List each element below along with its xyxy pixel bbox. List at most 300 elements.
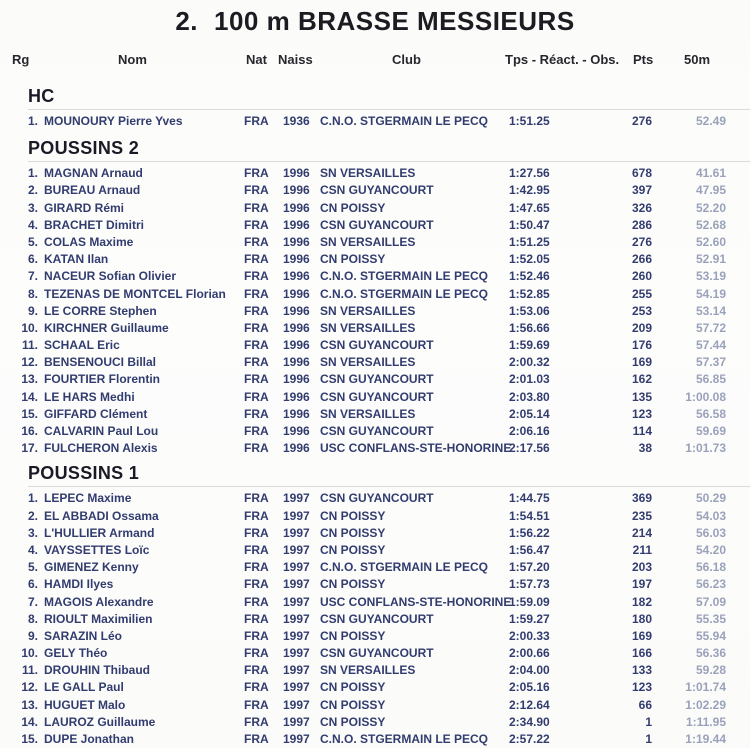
name-cell: LE CORRE Stephen <box>44 303 157 318</box>
rank-cell: 11. <box>21 663 38 678</box>
club-cell: CN POISSY <box>320 714 386 729</box>
nat-cell: FRA <box>244 525 269 540</box>
split-cell: 1:19.44 <box>685 732 726 746</box>
rank-cell: 4. <box>27 217 38 232</box>
birth-cell: 1996 <box>283 372 310 387</box>
birth-cell: 1996 <box>283 252 310 267</box>
split-cell: 53.19 <box>695 269 726 284</box>
club-cell: CN POISSY <box>320 697 386 712</box>
result-row <box>0 559 750 576</box>
name-cell: DUPE Jonathan <box>44 732 135 746</box>
page-title <box>0 6 750 37</box>
birth-cell: 1997 <box>283 646 310 661</box>
split-cell: 52.91 <box>695 252 726 267</box>
time-cell: 2:00.32 <box>509 355 550 370</box>
split-cell: 52.60 <box>695 234 726 249</box>
pts-cell: 180 <box>631 611 652 626</box>
nat-cell: FRA <box>244 508 269 523</box>
time-cell: 2:00.66 <box>509 646 550 661</box>
column-header-row <box>0 52 750 70</box>
rank-cell: 7. <box>27 269 38 284</box>
name-cell: BENSENOUCI Billal <box>44 355 157 370</box>
section-heading: POUSSINS 1 <box>28 463 750 487</box>
split-cell: 47.95 <box>695 183 726 198</box>
pts-cell: 169 <box>631 628 652 643</box>
rank-cell: 3. <box>27 200 38 215</box>
rank-cell: 10. <box>21 646 38 661</box>
pts-cell: 209 <box>631 320 652 335</box>
rank-cell: 10. <box>21 320 38 335</box>
name-cell: GIFFARD Clément <box>44 406 148 421</box>
rank-cell: 2. <box>27 508 38 523</box>
age-group-section <box>0 86 750 130</box>
name-cell: L'HULLIER Armand <box>44 525 155 540</box>
time-cell: 2:06.16 <box>509 424 550 438</box>
pts-cell: 162 <box>631 372 652 387</box>
club-cell: CN POISSY <box>320 542 386 557</box>
birth-cell: 1936 <box>283 114 310 128</box>
event-name: 100 m BRASSE MESSIEURS <box>214 6 575 36</box>
rank-cell: 15. <box>21 732 38 746</box>
pts-cell: 135 <box>631 389 652 404</box>
time-cell: 1:59.09 <box>509 594 550 609</box>
column-header-name: Nom <box>118 52 147 67</box>
time-cell: 2:05.16 <box>509 680 550 695</box>
club-cell: CSN GUYANCOURT <box>320 217 434 232</box>
pts-cell: 266 <box>631 252 652 267</box>
time-cell: 2:04.00 <box>509 663 550 678</box>
time-cell: 2:57.22 <box>509 732 550 746</box>
split-cell: 1:02.29 <box>685 697 726 712</box>
club-cell: SN VERSAILLES <box>320 166 416 181</box>
column-header-time: Tps - Réact. - Obs. <box>505 52 620 67</box>
pts-cell: 397 <box>631 183 652 198</box>
split-cell: 56.23 <box>695 577 726 592</box>
nat-cell: FRA <box>244 646 269 661</box>
results-body <box>0 84 750 748</box>
birth-cell: 1997 <box>283 628 310 643</box>
birth-cell: 1996 <box>283 200 310 215</box>
rank-cell: 3. <box>27 525 38 540</box>
nat-cell: FRA <box>244 183 269 198</box>
split-cell: 54.03 <box>695 508 726 523</box>
split-cell: 1:01.73 <box>685 441 726 456</box>
column-header-pts: Pts <box>633 52 654 67</box>
nat-cell: FRA <box>244 577 269 592</box>
birth-cell: 1997 <box>283 611 310 626</box>
name-cell: MAGOIS Alexandre <box>44 594 154 609</box>
time-cell: 1:27.56 <box>509 166 550 181</box>
time-cell: 1:56.47 <box>509 542 550 557</box>
pts-cell: 123 <box>631 406 652 421</box>
rank-cell: 9. <box>27 628 38 643</box>
name-cell: RIOULT Maximilien <box>44 611 153 626</box>
time-cell: 2:12.64 <box>509 697 550 712</box>
birth-cell: 1997 <box>283 525 310 540</box>
nat-cell: FRA <box>244 697 269 712</box>
rank-cell: 15. <box>21 406 38 421</box>
pts-cell: 369 <box>631 491 652 506</box>
result-row <box>0 268 750 285</box>
split-cell: 56.03 <box>695 525 726 540</box>
split-cell: 56.18 <box>695 560 726 575</box>
club-cell: CN POISSY <box>320 680 386 695</box>
nat-cell: FRA <box>244 732 269 746</box>
rank-cell: 13. <box>21 697 38 712</box>
result-row <box>0 542 750 559</box>
nat-cell: FRA <box>244 406 269 421</box>
split-cell: 55.94 <box>695 628 726 643</box>
birth-cell: 1996 <box>283 234 310 249</box>
rank-cell: 2. <box>27 183 38 198</box>
birth-cell: 1997 <box>283 697 310 712</box>
result-row <box>0 576 750 593</box>
name-cell: MOUNOURY Pierre Yves <box>44 114 183 128</box>
rank-cell: 4. <box>27 542 38 557</box>
birth-cell: 1997 <box>283 714 310 729</box>
age-group-section <box>0 138 750 457</box>
rank-cell: 7. <box>27 594 38 609</box>
section-heading: HC <box>28 86 750 110</box>
result-row <box>0 406 750 423</box>
result-row <box>0 679 750 696</box>
birth-cell: 1996 <box>283 303 310 318</box>
nat-cell: FRA <box>244 560 269 575</box>
pts-cell: 169 <box>631 355 652 370</box>
rank-cell: 11. <box>21 338 38 353</box>
rank-cell: 6. <box>27 252 38 267</box>
time-cell: 1:57.73 <box>509 577 550 592</box>
split-cell: 1:01.74 <box>685 680 726 695</box>
column-header-club: Club <box>392 52 421 67</box>
nat-cell: FRA <box>244 355 269 370</box>
split-cell: 57.37 <box>695 355 726 370</box>
club-cell: USC CONFLANS-STE-HONORINE <box>320 441 512 456</box>
club-cell: C.N.O. STGERMAIN LE PECQ <box>320 286 489 301</box>
pts-cell: 114 <box>632 424 652 438</box>
name-cell: EL ABBADI Ossama <box>44 508 159 523</box>
pts-cell: 182 <box>631 594 652 609</box>
birth-cell: 1996 <box>283 441 310 456</box>
pts-cell: 1 <box>645 714 652 729</box>
nat-cell: FRA <box>244 491 269 506</box>
rank-cell: 8. <box>27 611 38 626</box>
pts-cell: 1 <box>645 732 652 746</box>
rank-cell: 16. <box>21 424 38 438</box>
section-rows <box>0 490 750 748</box>
result-row <box>0 525 750 542</box>
split-cell: 57.09 <box>695 594 726 609</box>
birth-cell: 1996 <box>283 269 310 284</box>
age-group-section <box>0 463 750 748</box>
event-number: 2. <box>175 6 198 36</box>
pts-cell: 133 <box>631 663 652 678</box>
name-cell: KATAN Ilan <box>44 252 109 267</box>
time-cell: 1:52.46 <box>509 269 550 284</box>
time-cell: 2:00.33 <box>509 628 550 643</box>
nat-cell: FRA <box>244 372 269 387</box>
birth-cell: 1996 <box>283 389 310 404</box>
nat-cell: FRA <box>244 234 269 249</box>
nat-cell: FRA <box>244 594 269 609</box>
name-cell: HAMDI Ilyes <box>44 577 114 592</box>
split-cell: 56.85 <box>695 372 726 387</box>
split-cell: 52.68 <box>695 217 726 232</box>
result-row <box>0 234 750 251</box>
pts-cell: 38 <box>638 441 652 456</box>
result-row <box>0 251 750 268</box>
club-cell: CN POISSY <box>320 525 386 540</box>
club-cell: CN POISSY <box>320 200 386 215</box>
name-cell: BUREAU Arnaud <box>44 183 141 198</box>
result-row <box>0 303 750 320</box>
name-cell: SCHAAL Eric <box>44 338 120 353</box>
birth-cell: 1997 <box>283 577 310 592</box>
name-cell: VAYSSETTES Loïc <box>44 542 150 557</box>
split-cell: 54.20 <box>695 542 726 557</box>
result-row <box>0 490 750 507</box>
result-row <box>0 611 750 628</box>
result-row <box>0 423 750 440</box>
rank-cell: 9. <box>27 303 38 318</box>
nat-cell: FRA <box>244 542 269 557</box>
rank-cell: 5. <box>27 234 38 249</box>
time-cell: 1:52.05 <box>509 252 550 267</box>
time-cell: 1:50.47 <box>509 217 550 232</box>
split-cell: 41.61 <box>695 166 726 181</box>
result-row <box>0 697 750 714</box>
birth-cell: 1996 <box>283 406 310 421</box>
split-cell: 53.14 <box>695 303 726 318</box>
club-cell: USC CONFLANS-STE-HONORINE <box>320 594 512 609</box>
club-cell: CN POISSY <box>320 577 386 592</box>
time-cell: 2:34.90 <box>509 714 550 729</box>
pts-cell: 276 <box>631 114 652 128</box>
name-cell: LEPEC Maxime <box>44 491 132 506</box>
pts-cell: 66 <box>638 697 652 712</box>
split-cell: 54.19 <box>695 286 726 301</box>
club-cell: CSN GUYANCOURT <box>320 646 434 661</box>
birth-cell: 1997 <box>283 663 310 678</box>
nat-cell: FRA <box>244 166 269 181</box>
nat-cell: FRA <box>244 320 269 335</box>
birth-cell: 1997 <box>283 508 310 523</box>
split-cell: 1:00.08 <box>685 389 726 404</box>
name-cell: LE HARS Medhi <box>44 389 135 404</box>
birth-cell: 1997 <box>283 594 310 609</box>
name-cell: SARAZIN Léo <box>44 628 122 643</box>
result-row <box>0 508 750 525</box>
pts-cell: 678 <box>631 166 652 181</box>
pts-cell: 260 <box>631 269 652 284</box>
club-cell: CSN GUYANCOURT <box>320 611 434 626</box>
split-cell: 59.69 <box>695 424 726 438</box>
nat-cell: FRA <box>244 252 269 267</box>
name-cell: LE GALL Paul <box>44 680 124 695</box>
name-cell: BRACHET Dimitri <box>44 217 145 232</box>
result-row <box>0 594 750 611</box>
pts-cell: 326 <box>631 200 652 215</box>
result-row <box>0 389 750 406</box>
result-row <box>0 217 750 234</box>
birth-cell: 1997 <box>283 680 310 695</box>
club-cell: CN POISSY <box>320 508 386 523</box>
nat-cell: FRA <box>244 114 269 128</box>
time-cell: 1:52.85 <box>509 286 550 301</box>
time-cell: 1:51.25 <box>509 234 550 249</box>
column-header-nat: Nat <box>246 52 267 67</box>
result-row <box>0 645 750 662</box>
club-cell: CSN GUYANCOURT <box>320 491 434 506</box>
name-cell: NACEUR Sofian Olivier <box>44 269 177 284</box>
name-cell: LAUROZ Guillaume <box>44 714 156 729</box>
nat-cell: FRA <box>244 217 269 232</box>
club-cell: CSN GUYANCOURT <box>320 424 434 438</box>
club-cell: SN VERSAILLES <box>320 320 416 335</box>
birth-cell: 1997 <box>283 732 310 746</box>
split-cell: 52.49 <box>695 114 726 128</box>
name-cell: DROUHIN Thibaud <box>44 663 150 678</box>
time-cell: 1:54.51 <box>509 508 550 523</box>
section-rows <box>0 165 750 457</box>
pts-cell: 235 <box>631 508 652 523</box>
club-cell: SN VERSAILLES <box>320 234 416 249</box>
rank-cell: 14. <box>21 714 38 729</box>
time-cell: 1:59.27 <box>509 611 550 626</box>
club-cell: SN VERSAILLES <box>320 406 416 421</box>
pts-cell: 255 <box>631 286 652 301</box>
column-header-rank: Rg <box>12 52 30 67</box>
birth-cell: 1996 <box>283 424 310 438</box>
pts-cell: 276 <box>631 234 652 249</box>
pts-cell: 286 <box>631 217 652 232</box>
pts-cell: 123 <box>631 680 652 695</box>
pts-cell: 176 <box>631 338 652 353</box>
rank-cell: 1. <box>27 114 38 128</box>
birth-cell: 1996 <box>283 183 310 198</box>
time-cell: 1:42.95 <box>509 183 550 198</box>
time-cell: 1:56.22 <box>509 525 550 540</box>
result-row <box>0 714 750 731</box>
club-cell: SN VERSAILLES <box>320 303 416 318</box>
nat-cell: FRA <box>244 303 269 318</box>
result-row <box>0 113 750 130</box>
time-cell: 1:57.20 <box>509 560 550 575</box>
pts-cell: 203 <box>631 560 652 575</box>
rank-cell: 6. <box>27 577 38 592</box>
birth-cell: 1996 <box>283 355 310 370</box>
time-cell: 1:56.66 <box>509 320 550 335</box>
nat-cell: FRA <box>244 200 269 215</box>
birth-cell: 1996 <box>283 286 310 301</box>
club-cell: CSN GUYANCOURT <box>320 338 434 353</box>
club-cell: C.N.O. STGERMAIN LE PECQ <box>320 560 489 575</box>
rank-cell: 17. <box>21 441 38 456</box>
time-cell: 1:53.06 <box>509 303 550 318</box>
nat-cell: FRA <box>244 714 269 729</box>
time-cell: 2:17.56 <box>509 441 550 456</box>
result-row <box>0 165 750 182</box>
birth-cell: 1997 <box>283 560 310 575</box>
birth-cell: 1996 <box>283 217 310 232</box>
rank-cell: 12. <box>21 355 38 370</box>
rank-cell: 1. <box>27 491 38 506</box>
name-cell: MAGNAN Arnaud <box>44 166 143 181</box>
split-cell: 57.44 <box>695 338 726 353</box>
result-row <box>0 440 750 457</box>
name-cell: TEZENAS DE MONTCEL Florian <box>44 286 226 301</box>
nat-cell: FRA <box>244 338 269 353</box>
nat-cell: FRA <box>244 663 269 678</box>
rank-cell: 8. <box>27 286 38 301</box>
nat-cell: FRA <box>244 441 269 456</box>
name-cell: HUGUET Malo <box>44 697 126 712</box>
club-cell: CN POISSY <box>320 628 386 643</box>
nat-cell: FRA <box>244 611 269 626</box>
result-row <box>0 286 750 303</box>
rank-cell: 13. <box>21 372 38 387</box>
birth-cell: 1996 <box>283 338 310 353</box>
club-cell: C.N.O. STGERMAIN LE PECQ <box>320 732 489 746</box>
rank-cell: 1. <box>27 166 38 181</box>
nat-cell: FRA <box>244 680 269 695</box>
time-cell: 1:51.25 <box>509 114 550 128</box>
split-cell: 57.72 <box>695 320 726 335</box>
rank-cell: 12. <box>21 680 38 695</box>
rank-cell: 14. <box>21 389 38 404</box>
name-cell: GIRARD Rémi <box>44 200 125 215</box>
birth-cell: 1996 <box>283 166 310 181</box>
name-cell: COLAS Maxime <box>44 234 134 249</box>
rank-cell: 5. <box>27 560 38 575</box>
club-cell: CSN GUYANCOURT <box>320 183 434 198</box>
time-cell: 2:01.03 <box>509 372 550 387</box>
pts-cell: 166 <box>631 646 652 661</box>
nat-cell: FRA <box>244 628 269 643</box>
section-heading: POUSSINS 2 <box>28 138 750 162</box>
name-cell: FOURTIER Florentin <box>44 372 160 387</box>
time-cell: 2:03.80 <box>509 389 550 404</box>
column-header-split: 50m <box>684 52 711 67</box>
result-row <box>0 628 750 645</box>
split-cell: 52.20 <box>695 200 726 215</box>
pts-cell: 214 <box>631 525 652 540</box>
result-row <box>0 337 750 354</box>
name-cell: GIMENEZ Kenny <box>44 560 139 575</box>
result-row <box>0 182 750 199</box>
split-cell: 55.35 <box>695 611 726 626</box>
club-cell: CN POISSY <box>320 252 386 267</box>
club-cell: CSN GUYANCOURT <box>320 372 434 387</box>
result-row <box>0 662 750 679</box>
birth-cell: 1997 <box>283 491 310 506</box>
pts-cell: 253 <box>631 303 652 318</box>
name-cell: FULCHERON Alexis <box>44 441 158 456</box>
split-cell: 59.28 <box>695 663 726 678</box>
time-cell: 1:44.75 <box>509 491 550 506</box>
time-cell: 2:05.14 <box>509 406 550 421</box>
result-row <box>0 354 750 371</box>
club-cell: CSN GUYANCOURT <box>320 389 434 404</box>
column-header-birth: Naiss <box>278 52 313 67</box>
time-cell: 1:59.69 <box>509 338 550 353</box>
split-cell: 1:11.95 <box>685 714 726 729</box>
birth-cell: 1996 <box>283 320 310 335</box>
split-cell: 50.29 <box>695 491 726 506</box>
pts-cell: 211 <box>632 542 652 557</box>
club-cell: SN VERSAILLES <box>320 355 416 370</box>
split-cell: 56.36 <box>695 646 726 661</box>
